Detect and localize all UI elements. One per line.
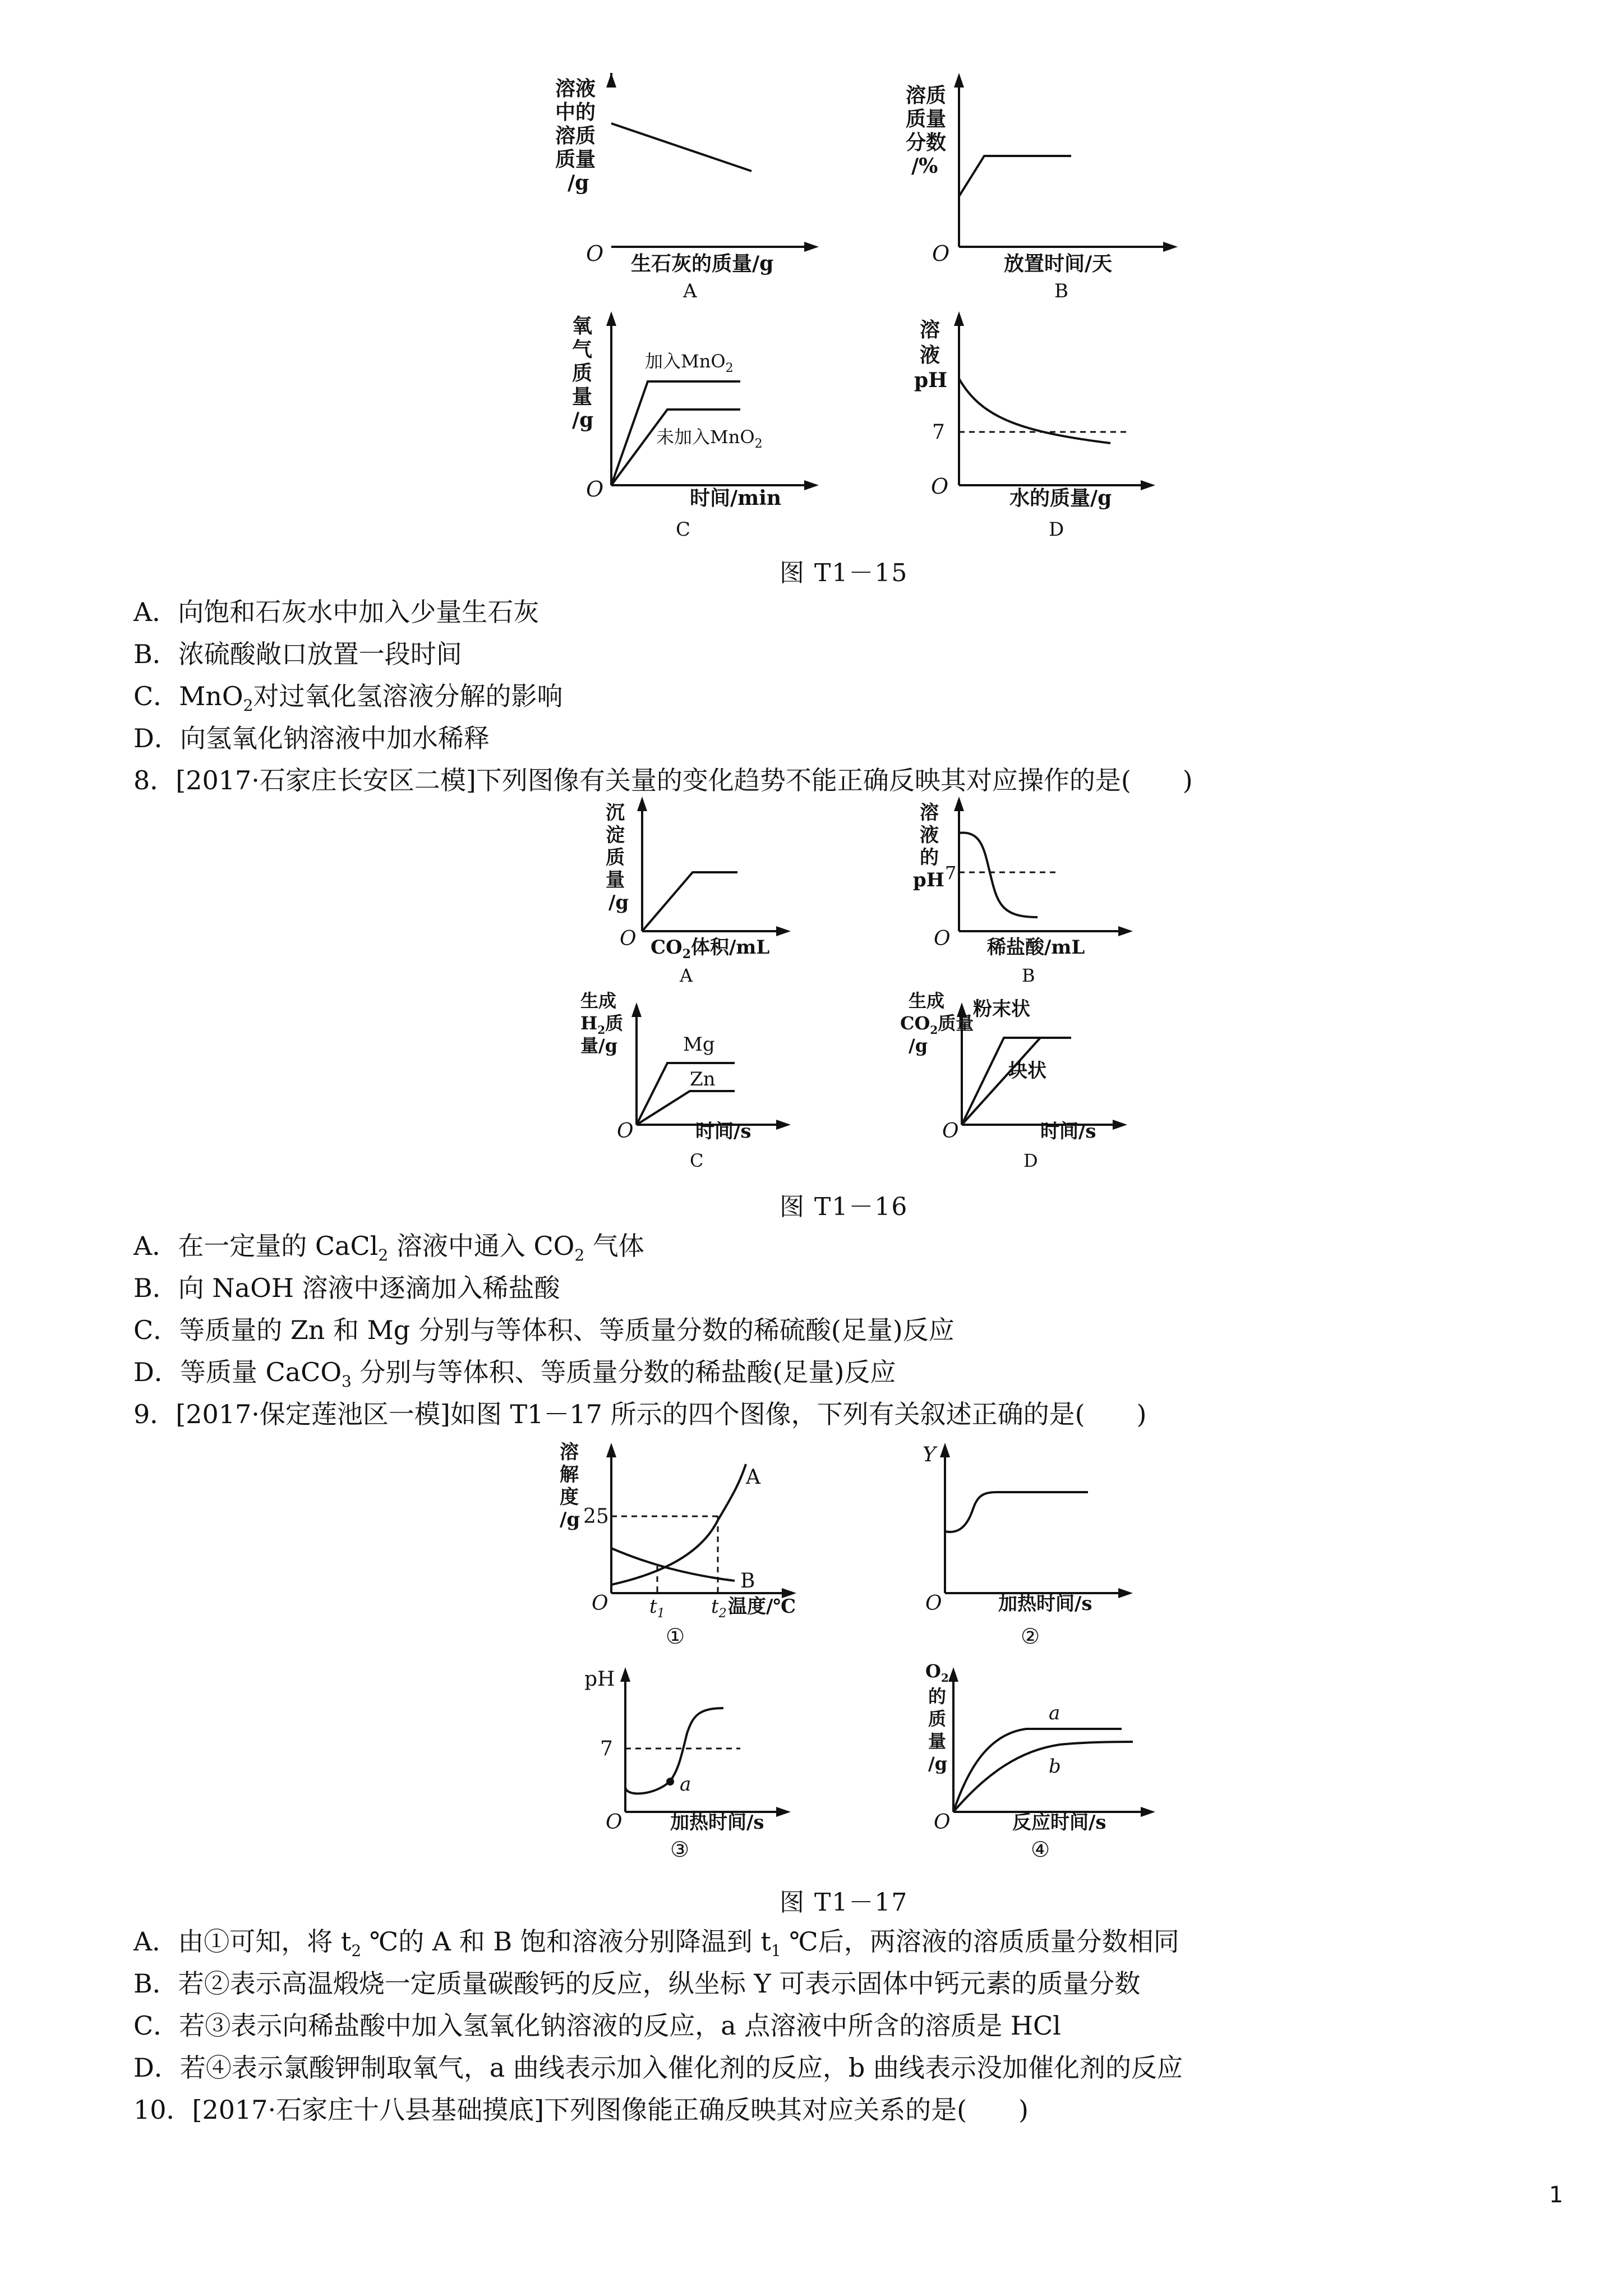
graph-letter: C: [690, 1150, 704, 1171]
y-axis-label: [555, 77, 596, 195]
origin-label: O: [934, 927, 951, 950]
tick-25: 25: [583, 1505, 609, 1528]
svg-text:量/g: 量/g: [580, 1035, 618, 1056]
svg-text:量: 量: [928, 1731, 947, 1752]
svg-text:/g: /g: [909, 1035, 928, 1056]
q8-option-d: D．等质量 CaCO$_3$ 分别与等体积、等质量分数的稀盐酸(足量)反应: [133, 1357, 896, 1391]
series-label-lump: 块状: [1008, 1060, 1046, 1082]
t1-tick: $t_1$: [649, 1595, 665, 1621]
page-number: 1: [1549, 2182, 1564, 2208]
curve-b-label: B: [740, 1570, 755, 1593]
q7-option-b: B．浓硫酸敞口放置一段时间: [133, 639, 462, 669]
svg-text:溶: 溶: [920, 802, 939, 824]
svg-text:H2质: $H_2$质: [580, 1013, 624, 1037]
q9-stem: 9．[2017·保定莲池区一模]如图 T1－17 所示的四个图像，下列有关叙述正确的是( ): [133, 1399, 1147, 1429]
origin-label: O: [606, 1811, 623, 1834]
curve-a-label: A: [746, 1466, 760, 1489]
graph-number: ②: [1021, 1624, 1040, 1649]
svg-text:/g: /g: [572, 408, 594, 432]
svg-text:/g: /g: [560, 1508, 580, 1531]
svg-text:量: 量: [572, 385, 593, 408]
graph-t1-15-A: [538, 73, 830, 309]
graph-t1-17-2: [897, 1436, 1166, 1660]
origin-label: O: [942, 1120, 959, 1143]
graph-t1-16-A: [594, 797, 830, 987]
svg-text:溶质: 溶质: [906, 84, 947, 107]
q9-option-a: A．由①可知，将 $t_2$ ℃的 A 和 B 饱和溶液分别降温到 $t_1$ ℃后，两溶液的溶质质量分数相同: [133, 1926, 1179, 1961]
graph-number: ③: [670, 1837, 690, 1862]
svg-text:的: 的: [920, 846, 939, 869]
svg-text:质: 质: [928, 1708, 947, 1729]
origin-label: O: [617, 1120, 634, 1143]
svg-text:质: 质: [606, 846, 625, 869]
svg-text:CO2质量: $CO_2$质量: [900, 1013, 974, 1037]
series-label-zn: Zn: [690, 1068, 716, 1091]
x-axis-label: 水的质量/g: [1009, 486, 1112, 510]
x-axis-label: $CO_2$体积/mL: [651, 936, 770, 961]
svg-text:的: 的: [928, 1686, 947, 1707]
svg-text:生成: 生成: [580, 990, 617, 1011]
y-axis-label: [913, 802, 944, 891]
origin-label: O: [586, 241, 604, 266]
y-axis-label: [925, 1660, 949, 1774]
graph-t1-17-1: [550, 1436, 819, 1660]
y-axis-label: Y: [923, 1443, 936, 1466]
q9-option-b: B．若②表示高温煅烧一定质量碳酸钙的反应，纵坐标 Y 可表示固体中钙元素的质量分数: [133, 1968, 1141, 1999]
svg-text:/g: /g: [928, 1753, 948, 1774]
x-axis-label: 温度/℃: [728, 1595, 796, 1618]
svg-text:淀: 淀: [606, 824, 625, 846]
graph-t1-15-C: [561, 311, 852, 547]
figure-caption: 图 T1－17: [780, 1888, 909, 1917]
curve-b-label: b: [1049, 1755, 1061, 1778]
origin-label: O: [925, 1592, 942, 1615]
q9-option-d: D．若④表示氯酸钾制取氧气，a 曲线表示加入催化剂的反应，b 曲线表示没加催化剂的反应: [133, 2053, 1183, 2083]
graph-t1-17-3: [572, 1660, 830, 1874]
svg-text:O2: $O_2$: [925, 1660, 949, 1685]
svg-text:沉: 沉: [606, 802, 625, 824]
origin-label: O: [586, 477, 604, 501]
t2-tick: $t_2$: [711, 1595, 727, 1621]
q7-option-a: A．向饱和石灰水中加入少量生石灰: [133, 597, 540, 627]
y-axis-label: [914, 318, 947, 392]
svg-text:/g: /g: [568, 171, 589, 195]
q8-option-b: B．向 NaOH 溶液中逐滴加入稀盐酸: [133, 1273, 560, 1303]
svg-text:量: 量: [606, 869, 625, 891]
y-axis-label: [606, 802, 629, 914]
origin-label: O: [592, 1592, 608, 1615]
q8-stem: 8．[2017·石家庄长安区二模]下列图像有关量的变化趋势不能正确反映其对应操作的是( ): [133, 765, 1193, 795]
x-axis-label: 时间/min: [690, 486, 782, 510]
x-axis-label: 稀盐酸/mL: [987, 936, 1085, 959]
x-axis-label: 时间/s: [1040, 1120, 1096, 1143]
graph-letter: B: [1022, 965, 1035, 986]
graph-t1-16-C: [572, 990, 819, 1181]
series-label-mg: Mg: [683, 1033, 715, 1056]
graph-letter: D: [1049, 518, 1064, 541]
tick-7: 7: [600, 1737, 613, 1760]
y-axis-label: [906, 84, 946, 178]
graph-number: ①: [666, 1624, 685, 1649]
point-a-label: a: [680, 1773, 691, 1796]
svg-text:生成: 生成: [909, 990, 945, 1011]
origin-label: O: [931, 474, 949, 499]
svg-text:质量: 质量: [906, 107, 947, 131]
graph-letter: A: [683, 280, 697, 302]
x-axis-label: 加热时间/s: [670, 1811, 764, 1834]
svg-text:溶质: 溶质: [555, 124, 596, 148]
q7-option-c: C．MnO$_2$对过氧化氢溶液分解的影响: [133, 681, 563, 715]
origin-label: O: [934, 1811, 951, 1834]
q7-option-d: D．向氢氧化钠溶液中加水稀释: [133, 723, 490, 753]
q10-stem: 10．[2017·石家庄十八县基础摸底]下列图像能正确反映其对应关系的是( ): [133, 2095, 1029, 2125]
y-axis-label: [572, 314, 593, 432]
svg-text:/g: /g: [608, 891, 629, 914]
svg-text:溶: 溶: [920, 318, 940, 342]
svg-text:液: 液: [920, 343, 940, 367]
svg-text:溶液: 溶液: [555, 77, 596, 100]
svg-text:解: 解: [560, 1464, 579, 1486]
tick-7: 7: [932, 421, 945, 444]
svg-text:质: 质: [572, 361, 593, 385]
y-axis-label: [580, 990, 623, 1056]
svg-text:质量: 质量: [555, 148, 596, 171]
origin-label: O: [620, 927, 637, 950]
graph-t1-17-4: [892, 1660, 1183, 1874]
svg-text:气: 气: [572, 338, 593, 361]
svg-text:pH: pH: [914, 369, 948, 392]
y-axis-label: [560, 1441, 580, 1531]
svg-text:度: 度: [560, 1486, 579, 1508]
svg-text:分数: 分数: [906, 131, 947, 154]
svg-text:溶: 溶: [560, 1441, 579, 1464]
svg-text:中的: 中的: [555, 100, 596, 124]
graph-letter: B: [1054, 280, 1068, 302]
x-axis-label: 加热时间/s: [998, 1593, 1092, 1615]
x-axis-label: 时间/s: [695, 1120, 751, 1143]
series-label-with-mno2: 加入MnO$_2$: [645, 351, 734, 375]
series-label-powder: 粉末状: [973, 998, 1030, 1020]
curve-a-label: a: [1049, 1702, 1061, 1724]
x-axis-label: 放置时间/天: [1004, 252, 1113, 275]
series-label-without-mno2: 未加入MnO$_2$: [656, 426, 763, 451]
x-axis-label: 生石灰的质量/g: [631, 252, 774, 275]
graph-letter: C: [676, 518, 691, 541]
q9-option-c: C．若③表示向稀盐酸中加入氢氧化钠溶液的反应，a 点溶液中所含的溶质是 HCl: [133, 2010, 1061, 2041]
graph-t1-15-D: [897, 311, 1200, 547]
figure-caption: 图 T1－15: [780, 559, 909, 587]
graph-t1-15-B: [892, 73, 1195, 309]
figure-caption: 图 T1－16: [780, 1193, 909, 1221]
svg-text:氧: 氧: [572, 314, 593, 338]
q8-option-c: C．等质量的 Zn 和 Mg 分别与等体积、等质量分数的稀硫酸(足量)反应: [133, 1315, 955, 1345]
graph-t1-16-D: [892, 990, 1172, 1181]
origin-label: O: [932, 241, 950, 266]
graph-t1-16-B: [897, 797, 1166, 987]
tick-7: 7: [945, 862, 957, 884]
y-axis-label: pH: [584, 1668, 615, 1691]
svg-text:pH: pH: [913, 869, 944, 891]
graph-letter: D: [1023, 1150, 1038, 1171]
svg-text:/%: /%: [911, 154, 938, 178]
svg-text:液: 液: [920, 824, 939, 846]
point-a-marker: [666, 1778, 674, 1786]
graph-number: ④: [1031, 1837, 1050, 1862]
graph-letter: A: [680, 965, 693, 986]
x-axis-label: 反应时间/s: [1012, 1811, 1106, 1834]
q8-option-a: A．在一定量的 CaCl$_2$ 溶液中通入 $CO_2$ 气体: [133, 1231, 644, 1265]
